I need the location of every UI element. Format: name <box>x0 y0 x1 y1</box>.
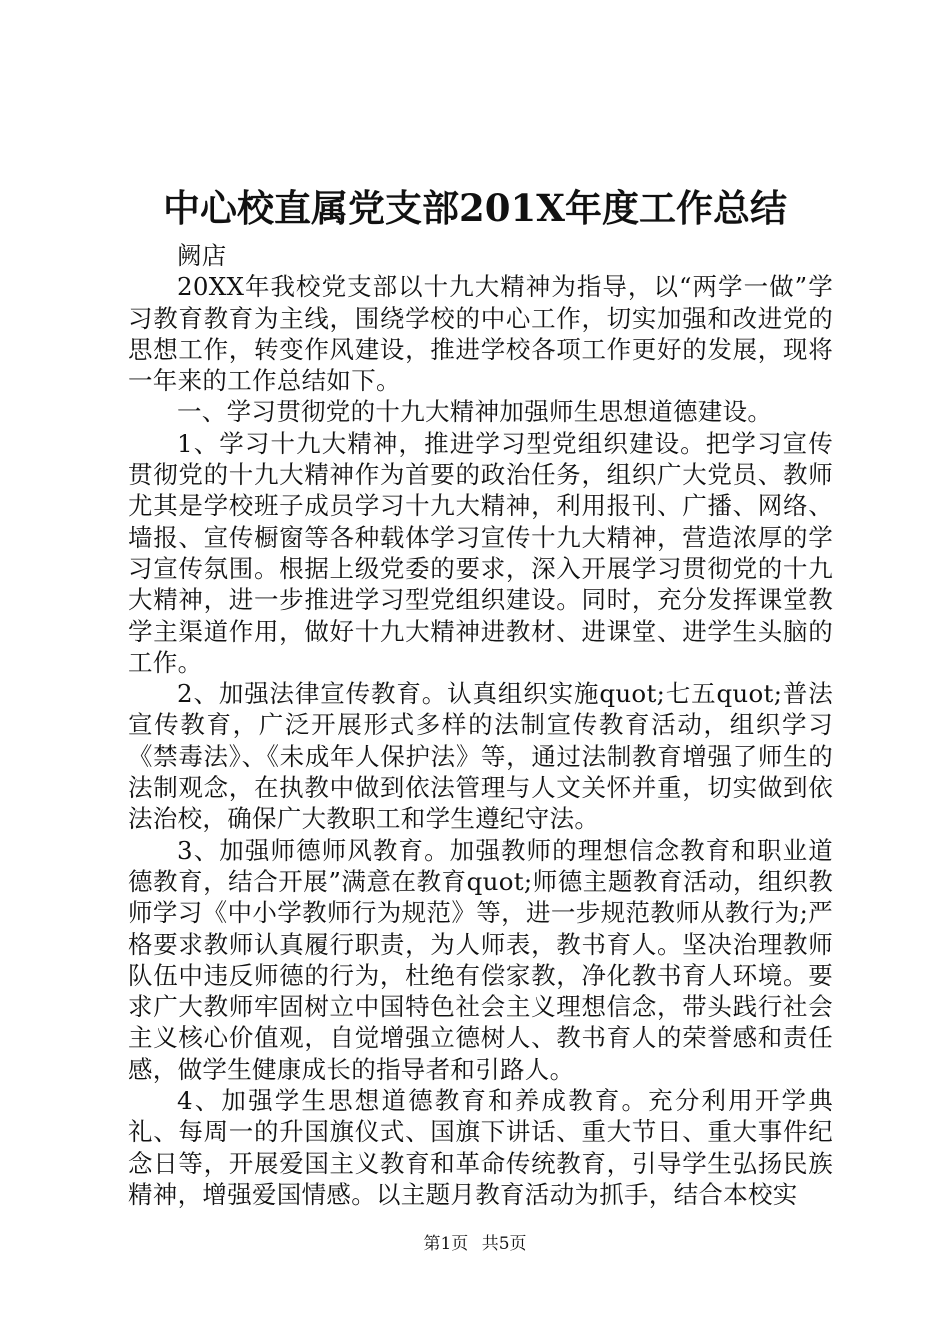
page-footer <box>0 1232 950 1256</box>
body-paragraph: 1、学习十九大精神，推进学习型党组织建设。把学习宣传贯彻党的十九大精神作为首要的政治任务，组织广大党员、教师尤其是学校班子成员学习十九大精神，利用报刊、广播、网络、墙报、宣传橱窗等各种载体学习宣传十九大精神，营造浓厚的学习宣传氛围。根据上级党委的要求，深入开展学习贯彻党的十九大精神，进一步推进学习型党组织建设。同时，充分发挥课堂教学主渠道作用，做好十九大精神进教材、进课堂、进学生头脑的工作。 <box>128 428 833 677</box>
body-paragraph: 4、加强学生思想道德教育和养成教育。充分利用开学典礼、每周一的升国旗仪式、国旗下讲话、重大节日、重大事件纪念日等，开展爱国主义教育和革命传统教育，引导学生弘扬民族精神，增强爱国情感。以主题月教育活动为抓手，结合本校实 <box>128 1086 833 1209</box>
body-paragraph: 2、加强法律宣传教育。认真组织实施quot;七五quot;普法宣传教育，广泛开展形式多样的法制宣传教育活动，组织学习《禁毒法》、《未成年人保护法》等，通过法制教育增强了师生的法制观念，在执教中做到依法管理与人文关怀并重，切实做到依法治校，确保广大教职工和学生遵纪守法。 <box>128 679 833 834</box>
body-paragraph: 3、加强师德师风教育。加强教师的理想信念教育和职业道德教育，结合开展”满意在教育quot;师德主题教育活动，组织教师学习《中小学教师行为规范》等，进一步规范教师从教行为;严格要求教师认真履行职责，为人师表，教书育人。坚决治理教师队伍中违反师德的行为，杜绝有偿家教，净化教书育人环境。要求广大教师牢固树立中国特色社会主义理想信念，带头践行社会主义核心价值观，自觉增强立德树人、教书育人的荣誉感和责任感，做学生健康成长的指导者和引路人。 <box>128 835 833 1084</box>
page-number: 第1页 <box>423 1234 469 1254</box>
section-heading: 一、学习贯彻党的十九大精神加强师生思想道德建设。 <box>177 397 773 427</box>
document-title: 中心校直属党支部201X年度工作总结 <box>163 186 787 230</box>
document-body <box>128 240 833 1210</box>
author-line: 阙店 <box>177 241 227 270</box>
intro-paragraph: 20XX年我校党支部以十九大精神为指导，以“两学一做”学习教育教育为主线，围绕学校的中心工作，切实加强和改进党的思想工作，转变作风建设，推进学校各项工作更好的发展，现将一年来的工作总结如下。 <box>128 272 833 396</box>
page-total: 共5页 <box>481 1234 527 1254</box>
